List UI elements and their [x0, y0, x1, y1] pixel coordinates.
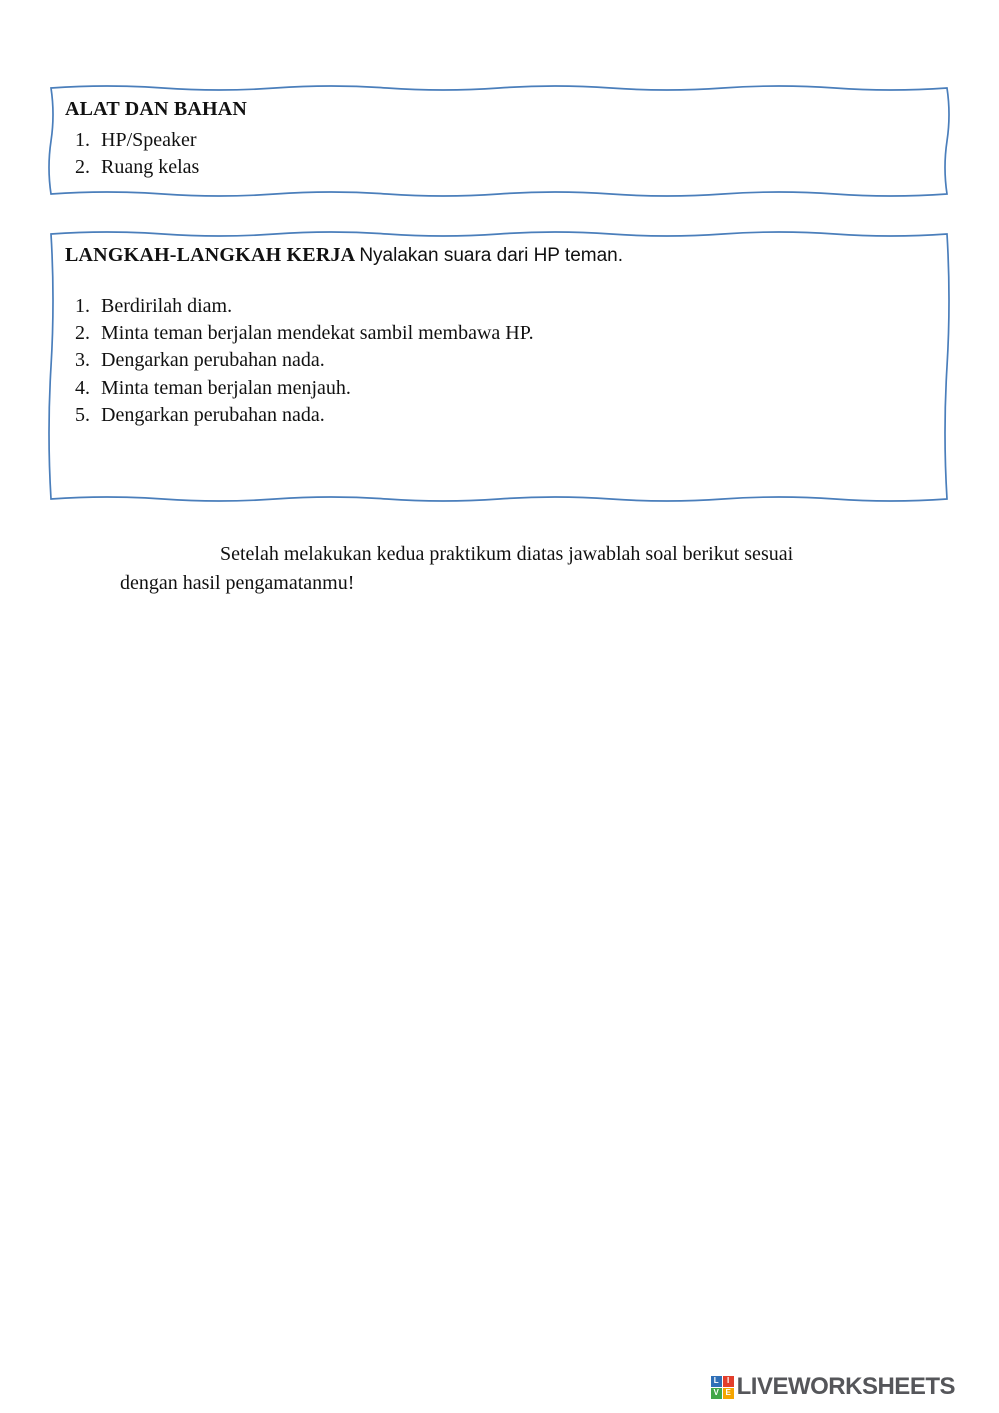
logo-letter-v: V	[711, 1388, 722, 1399]
langkah-kerja-box	[45, 228, 953, 505]
langkah-kerja-list	[65, 293, 931, 429]
langkah-kerja-subtitle: Nyalakan suara dari HP teman.	[359, 245, 623, 266]
liveworksheets-icon	[711, 1376, 734, 1399]
logo-letter-l: L	[711, 1376, 722, 1387]
closing-instruction: Setelah melakukan kedua praktikum diatas jawablah soal berikut sesuai dengan hasil pengamatanmu!	[120, 543, 794, 594]
logo-letter-i: I	[723, 1376, 734, 1387]
liveworksheets-logo[interactable]	[711, 1373, 955, 1401]
list-item: 5. Dengarkan perubahan nada.	[95, 402, 931, 429]
alat-dan-bahan-box	[45, 82, 953, 200]
list-item: 2. Minta teman berjalan mendekat sambil membawa HP.	[95, 320, 931, 347]
brand-name: LIVEWORKSHEETS	[736, 1373, 955, 1400]
langkah-kerja-title: LANGKAH-LANGKAH KERJA	[65, 244, 356, 266]
alat-dan-bahan-list	[65, 127, 931, 181]
list-item: 1. HP/Speaker	[95, 127, 931, 154]
list-item: 1. Berdirilah diam.	[95, 293, 931, 320]
list-item: 2. Ruang kelas	[95, 154, 931, 181]
list-item: 3. Dengarkan perubahan nada.	[95, 347, 931, 374]
langkah-kerja-header	[65, 244, 931, 267]
list-item: 4. Minta teman berjalan menjauh.	[95, 375, 931, 402]
logo-letter-e: E	[723, 1388, 734, 1399]
alat-dan-bahan-title: ALAT DAN BAHAN	[65, 98, 248, 120]
